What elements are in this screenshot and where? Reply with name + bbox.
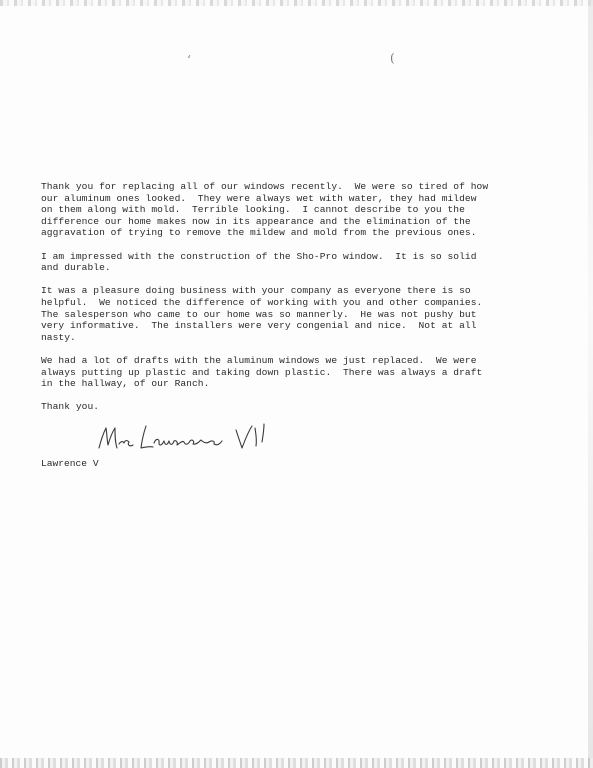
letter-body <box>41 181 561 413</box>
letter-paragraph-4: We had a lot of drafts with the aluminum windows we just replaced. We were always putting up plastic and taking down plastic. There was always a draft in the hallway, of our Ranch. <box>41 354 483 390</box>
scan-mark: ʻ <box>187 53 191 67</box>
signer-name: Lawrence V <box>41 458 99 469</box>
letter-paragraph-2: I am impressed with the construction of the Sho-Pro window. It is so solid and durable. <box>41 250 477 274</box>
letter-closing: Thank you. <box>41 401 100 413</box>
letter-paragraph-3: It was a pleasure doing business with your company as everyone there is so helpful. We noticed the difference of working with you and other companies. The salesperson who came to our home was so mannerly. He was not pushy but very informative. The installers were very congenial and nice. Not at all nasty. <box>41 285 483 343</box>
scan-edge-top <box>0 0 593 6</box>
scan-mark: ( <box>390 51 395 65</box>
letter-paragraph-1: Thank you for replacing all of our windows recently. We were so tired of how our aluminum ones looked. They were always wet with water, they had mildew on them along with mold. Terrible looking. I cannot describe to you the difference our home makes now in its appearance and the elimination of the aggravation of trying to remove the mildew and mold from the previous ones. <box>41 181 489 239</box>
handwritten-signature <box>96 418 276 458</box>
scan-edge-bottom <box>0 758 593 768</box>
scan-edge-right <box>588 0 593 768</box>
